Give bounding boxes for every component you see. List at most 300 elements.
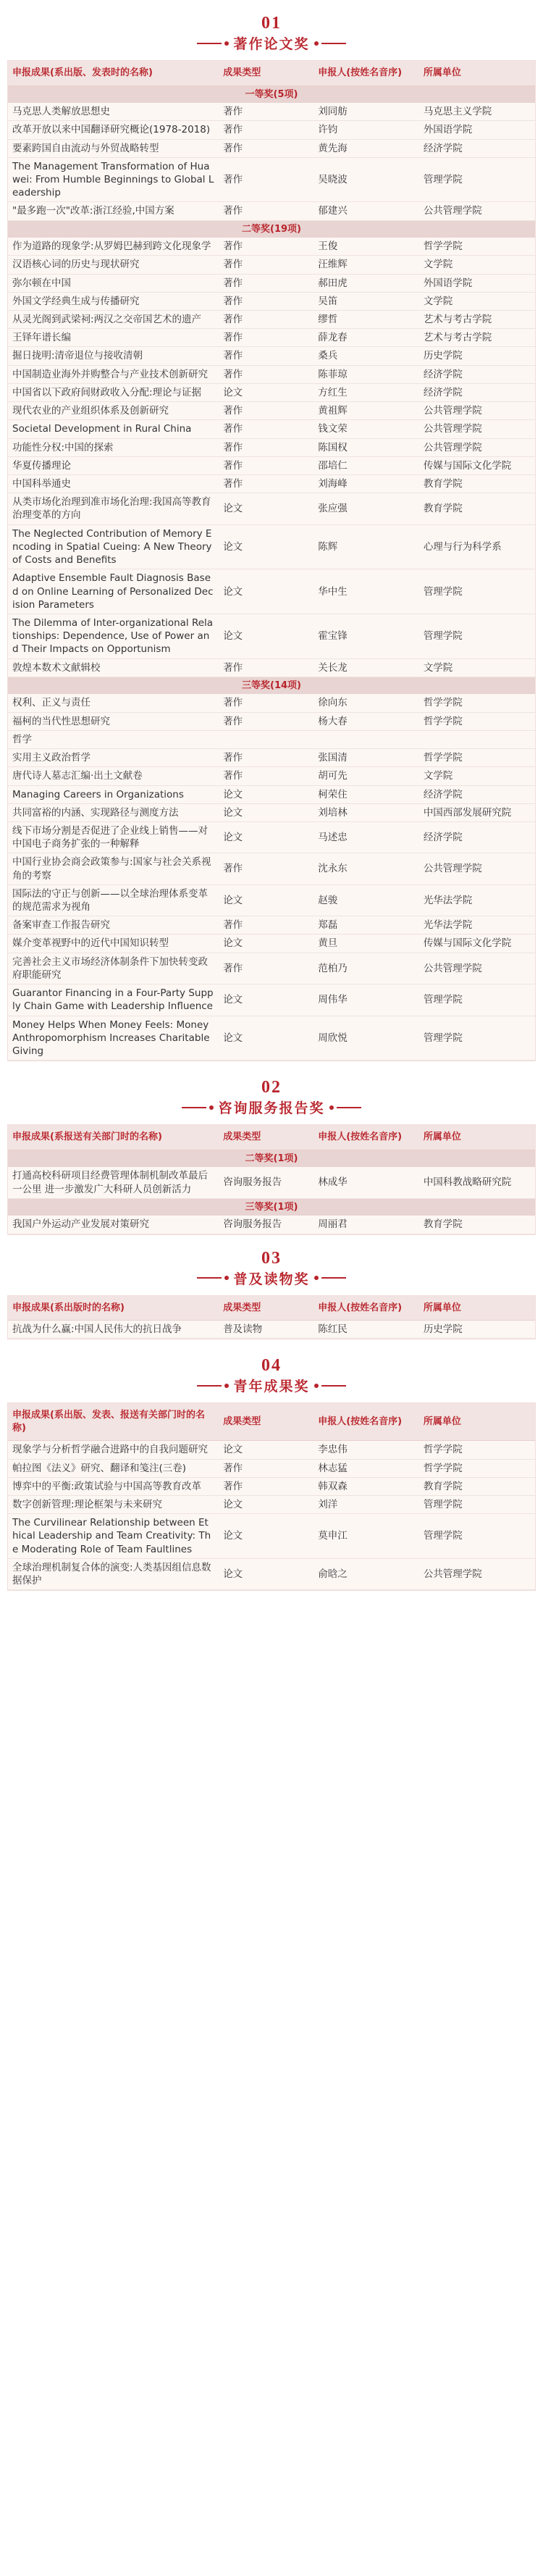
department-cell: 中国科教战略研究院 — [419, 1167, 535, 1198]
achievement-type-cell: 著作 — [219, 694, 313, 712]
achievement-name-cell: 完善社会主义市场经济体制条件下加快转变政府职能研究 — [8, 953, 219, 984]
prize-tier-row — [8, 1198, 535, 1216]
achievement-name-cell: 从灵光阁到武梁祠:两汉之交帝国艺术的遗产 — [8, 311, 219, 329]
table-row — [8, 953, 535, 984]
achievement-name-cell: 华夏传播理论 — [8, 456, 219, 474]
table-row — [8, 103, 535, 121]
award-table — [8, 1125, 535, 1234]
table-row — [8, 157, 535, 202]
table-row — [8, 202, 535, 220]
table-row — [8, 614, 535, 658]
col-header-type: 成果类型 — [219, 1125, 313, 1150]
award-table-panel — [7, 1402, 536, 1591]
department-cell: 哲学学院 — [419, 694, 535, 712]
department-cell: 经济学院 — [419, 821, 535, 853]
applicant-cell: 邵培仁 — [313, 456, 419, 474]
table-row — [8, 524, 535, 569]
department-cell: 经济学院 — [419, 383, 535, 401]
department-cell: 公共管理学院 — [419, 853, 535, 885]
department-cell: 哲学学院 — [419, 1441, 535, 1459]
right-ornament-icon — [314, 1384, 346, 1388]
achievement-name-cell: 弥尔顿在中国 — [8, 274, 219, 292]
achievement-type-cell: 著作 — [219, 274, 313, 292]
table-row — [8, 934, 535, 953]
applicant-cell: 林成华 — [313, 1167, 419, 1198]
applicant-cell: 李忠伟 — [313, 1441, 419, 1459]
applicant-cell: 赵骏 — [313, 885, 419, 916]
applicant-cell: 张国清 — [313, 749, 419, 767]
achievement-type-cell: 著作 — [219, 157, 313, 202]
applicant-cell: 王俊 — [313, 238, 419, 256]
left-ornament-icon — [197, 1276, 229, 1280]
department-cell: 哲学学院 — [419, 712, 535, 730]
achievement-name-cell: The Management Transformation of Huawei: From Humble Beginnings to Global Leadership — [8, 157, 219, 202]
department-cell: 教育学院 — [419, 493, 535, 524]
applicant-cell: 黄先海 — [313, 139, 419, 157]
table-row — [8, 274, 535, 292]
achievement-name-cell: Money Helps When Money Feels: Money Anthropomorphism Increases Charitable Giving — [8, 1016, 219, 1061]
applicant-cell: 林志猛 — [313, 1459, 419, 1477]
applicant-cell: 许钧 — [313, 121, 419, 139]
department-cell: 经济学院 — [419, 139, 535, 157]
department-cell: 艺术与考古学院 — [419, 311, 535, 329]
achievement-type-cell: 著作 — [219, 365, 313, 383]
department-cell: 马克思主义学院 — [419, 103, 535, 121]
achievement-name-cell: 中国科举通史 — [8, 475, 219, 493]
award-table — [8, 61, 535, 1061]
achievement-type-cell: 著作 — [219, 256, 313, 274]
achievement-name-cell: 中国行业协会商会政策参与:国家与社会关系视角的考察 — [8, 853, 219, 885]
section-number: 01 — [261, 14, 282, 33]
applicant-cell: 吴晓波 — [313, 157, 419, 202]
table-row — [8, 1167, 535, 1198]
applicant-cell: 黄旦 — [313, 934, 419, 953]
section-title: 咨询服务报告奖 — [218, 1100, 325, 1117]
department-cell: 光华法学院 — [419, 885, 535, 916]
department-cell: 公共管理学院 — [419, 202, 535, 220]
achievement-name-cell: 改革开放以来中国翻译研究概论(1978-2018) — [8, 121, 219, 139]
applicant-cell — [313, 730, 419, 748]
table-row — [8, 1441, 535, 1459]
achievement-name-cell: 权利、正义与责任 — [8, 694, 219, 712]
applicant-cell: 韩双森 — [313, 1477, 419, 1495]
applicant-cell: 张应强 — [313, 493, 419, 524]
table-row — [8, 803, 535, 821]
department-cell: 公共管理学院 — [419, 420, 535, 438]
col-header-applicant: 申报人(按姓名音序) — [313, 1125, 419, 1150]
achievement-name-cell: 全球治理机制复合体的演变:人类基因组信息数据保护 — [8, 1558, 219, 1589]
achievement-name-cell: Guarantor Financing in a Four-Party Supply Chain Game with Leadership Influence — [8, 984, 219, 1016]
header-row — [8, 1296, 535, 1321]
achievement-type-cell: 著作 — [219, 103, 313, 121]
applicant-cell: 柯荣住 — [313, 785, 419, 803]
achievement-type-cell: 论文 — [219, 1514, 313, 1559]
table-body — [8, 1441, 535, 1590]
achievement-type-cell: 咨询服务报告 — [219, 1167, 313, 1198]
applicant-cell: 徐向东 — [313, 694, 419, 712]
department-cell — [419, 730, 535, 748]
achievement-type-cell: 著作 — [219, 347, 313, 365]
table-row — [8, 730, 535, 748]
col-header-department: 所属单位 — [419, 1125, 535, 1150]
prize-tier-row — [8, 220, 535, 238]
table-header — [8, 1403, 535, 1441]
achievement-type-cell: 著作 — [219, 438, 313, 456]
achievement-type-cell: 著作 — [219, 202, 313, 220]
department-cell: 经济学院 — [419, 365, 535, 383]
applicant-cell: 周欣悦 — [313, 1016, 419, 1061]
section-title-row — [7, 1097, 536, 1117]
applicant-cell: 霍宝锋 — [313, 614, 419, 658]
applicant-cell: 刘洋 — [313, 1496, 419, 1514]
achievement-name-cell: 实用主义政治哲学 — [8, 749, 219, 767]
table-body — [8, 85, 535, 1061]
achievement-name-cell: "最多跑一次"改革:浙江经验,中国方案 — [8, 202, 219, 220]
achievement-type-cell: 论文 — [219, 614, 313, 658]
col-header-achievement: 申报成果(系出版、发表、报送有关部门时的名称) — [8, 1403, 219, 1441]
achievement-type-cell: 著作 — [219, 456, 313, 474]
col-header-department: 所属单位 — [419, 1403, 535, 1441]
achievement-name-cell: 博弈中的平衡:政策试验与中国高等教育改革 — [8, 1477, 219, 1495]
applicant-cell: 周丽君 — [313, 1216, 419, 1234]
applicant-cell: 刘培林 — [313, 803, 419, 821]
achievement-name-cell: 我国户外运动产业发展对策研究 — [8, 1216, 219, 1234]
achievement-name-cell: 国际法的守正与创新——以全球治理体系变革的规范需求为视角 — [8, 885, 219, 916]
achievement-type-cell: 著作 — [219, 329, 313, 347]
achievement-type-cell: 著作 — [219, 658, 313, 677]
applicant-cell: 马述忠 — [313, 821, 419, 853]
section-number: 04 — [261, 1356, 282, 1376]
department-cell: 教育学院 — [419, 1216, 535, 1234]
col-header-achievement: 申报成果(系出版、发表时的名称) — [8, 61, 219, 85]
applicant-cell: 周伟华 — [313, 984, 419, 1016]
achievement-name-cell: 哲学 — [8, 730, 219, 748]
award-table — [8, 1296, 535, 1339]
department-cell: 管理学院 — [419, 1496, 535, 1514]
achievement-type-cell — [219, 730, 313, 748]
achievement-name-cell: 现代农业的产业组织体系及创新研究 — [8, 402, 219, 420]
col-header-department: 所属单位 — [419, 1296, 535, 1321]
department-cell: 历史学院 — [419, 347, 535, 365]
award-table — [8, 1403, 535, 1590]
section-number: 02 — [261, 1078, 282, 1097]
department-cell: 艺术与考古学院 — [419, 329, 535, 347]
table-row — [8, 311, 535, 329]
achievement-name-cell: 从类市场化治理到准市场化治理:我国高等教育治理变革的方向 — [8, 493, 219, 524]
achievement-type-cell: 著作 — [219, 238, 313, 256]
prize-tier-label: 二等奖(19项) — [8, 220, 535, 238]
prize-tier-label: 一等奖(5项) — [8, 85, 535, 103]
table-row — [8, 383, 535, 401]
col-header-type: 成果类型 — [219, 61, 313, 85]
table-row — [8, 475, 535, 493]
department-cell: 哲学学院 — [419, 1459, 535, 1477]
achievement-type-cell: 著作 — [219, 420, 313, 438]
right-ornament-icon — [329, 1105, 361, 1110]
prize-tier-label: 三等奖(14项) — [8, 677, 535, 694]
col-header-applicant: 申报人(按姓名音序) — [313, 1296, 419, 1321]
table-row — [8, 785, 535, 803]
col-header-achievement: 申报成果(系报送有关部门时的名称) — [8, 1125, 219, 1150]
achievement-type-cell: 著作 — [219, 475, 313, 493]
section-title-row — [7, 1268, 536, 1288]
department-cell: 管理学院 — [419, 569, 535, 614]
achievement-name-cell: Managing Careers in Organizations — [8, 785, 219, 803]
achievement-name-cell: 作为道路的现象学:从罗姆巴赫到跨文化现象学 — [8, 238, 219, 256]
achievement-name-cell: 功能性分权:中国的探索 — [8, 438, 219, 456]
department-cell: 心理与行为科学系 — [419, 524, 535, 569]
table-row — [8, 238, 535, 256]
achievement-name-cell: 备案审查工作报告研究 — [8, 916, 219, 934]
achievement-type-cell: 著作 — [219, 767, 313, 785]
table-row — [8, 1514, 535, 1559]
section-title: 青年成果奖 — [233, 1379, 310, 1395]
award-table-panel — [7, 1124, 536, 1234]
table-row — [8, 438, 535, 456]
achievement-type-cell: 著作 — [219, 1459, 313, 1477]
table-row — [8, 256, 535, 274]
achievement-type-cell: 咨询服务报告 — [219, 1216, 313, 1234]
achievement-name-cell: 唐代诗人墓志汇编·出土文献卷 — [8, 767, 219, 785]
department-cell: 文学院 — [419, 658, 535, 677]
table-row — [8, 853, 535, 885]
table-row — [8, 1459, 535, 1477]
table-row — [8, 1496, 535, 1514]
achievement-name-cell: 马克思人类解放思想史 — [8, 103, 219, 121]
department-cell: 光华法学院 — [419, 916, 535, 934]
col-header-achievement: 申报成果(系出版时的名称) — [8, 1296, 219, 1321]
col-header-type: 成果类型 — [219, 1296, 313, 1321]
applicant-cell: 关长龙 — [313, 658, 419, 677]
award-table-panel — [7, 1295, 536, 1340]
achievement-type-cell: 论文 — [219, 821, 313, 853]
table-row — [8, 1558, 535, 1589]
table-row — [8, 420, 535, 438]
applicant-cell: 陈辉 — [313, 524, 419, 569]
achievement-type-cell: 著作 — [219, 402, 313, 420]
achievement-type-cell: 论文 — [219, 934, 313, 953]
col-header-type: 成果类型 — [219, 1403, 313, 1441]
award-section-01 — [7, 0, 536, 1061]
achievement-name-cell: 王铎年谱长编 — [8, 329, 219, 347]
achievement-type-cell: 著作 — [219, 292, 313, 310]
applicant-cell: 郑磊 — [313, 916, 419, 934]
department-cell: 公共管理学院 — [419, 438, 535, 456]
achievement-type-cell: 著作 — [219, 1477, 313, 1495]
table-row — [8, 1477, 535, 1495]
table-row — [8, 1016, 535, 1061]
table-row — [8, 749, 535, 767]
achievement-type-cell: 著作 — [219, 916, 313, 934]
department-cell: 文学院 — [419, 256, 535, 274]
applicant-cell: 缪哲 — [313, 311, 419, 329]
applicant-cell: 汪维辉 — [313, 256, 419, 274]
achievement-type-cell: 论文 — [219, 803, 313, 821]
applicant-cell: 俞晗之 — [313, 1558, 419, 1589]
department-cell: 管理学院 — [419, 1016, 535, 1061]
section-number: 03 — [261, 1248, 282, 1268]
prize-tier-row — [8, 1150, 535, 1167]
achievement-name-cell: 抗战为什么赢:中国人民伟大的抗日战争 — [8, 1321, 219, 1339]
applicant-cell: 钱文荣 — [313, 420, 419, 438]
table-row — [8, 658, 535, 677]
achievement-type-cell: 论文 — [219, 1558, 313, 1589]
achievement-name-cell: 线下市场分割是否促进了企业线上销售——对中国电子商务扩张的一种解释 — [8, 821, 219, 853]
table-row — [8, 694, 535, 712]
applicant-cell: 范柏乃 — [313, 953, 419, 984]
table-row — [8, 292, 535, 310]
applicant-cell: 黄祖辉 — [313, 402, 419, 420]
achievement-name-cell: 共同富裕的内涵、实现路径与测度方法 — [8, 803, 219, 821]
achievement-name-cell: The Neglected Contribution of Memory Encoding in Spatial Cueing: A New Theory of Costs and Benefits — [8, 524, 219, 569]
applicant-cell: 华中生 — [313, 569, 419, 614]
table-row — [8, 984, 535, 1016]
achievement-type-cell: 论文 — [219, 493, 313, 524]
applicant-cell: 刘同舫 — [313, 103, 419, 121]
achievement-name-cell: The Dilemma of Inter-organizational Relationships: Dependence, Use of Power and Their Impacts on Opportunism — [8, 614, 219, 658]
prize-tier-row — [8, 677, 535, 694]
achievement-name-cell: 现象学与分析哲学融合进路中的自我问题研究 — [8, 1441, 219, 1459]
section-heading — [7, 1250, 536, 1288]
department-cell: 历史学院 — [419, 1321, 535, 1339]
section-heading — [7, 1079, 536, 1117]
applicant-cell: 吴笛 — [313, 292, 419, 310]
applicant-cell: 陈红民 — [313, 1321, 419, 1339]
achievement-type-cell: 普及读物 — [219, 1321, 313, 1339]
applicant-cell: 薛龙春 — [313, 329, 419, 347]
col-header-department: 所属单位 — [419, 61, 535, 85]
award-section-03 — [7, 1235, 536, 1340]
achievement-type-cell: 著作 — [219, 139, 313, 157]
achievement-name-cell: 中国省以下政府间财政收入分配:理论与证据 — [8, 383, 219, 401]
table-row — [8, 456, 535, 474]
applicant-cell: 杨大春 — [313, 712, 419, 730]
department-cell: 哲学学院 — [419, 238, 535, 256]
department-cell: 外国语学院 — [419, 274, 535, 292]
table-row — [8, 767, 535, 785]
achievement-name-cell: 中国制造业海外并购整合与产业技术创新研究 — [8, 365, 219, 383]
left-ornament-icon — [182, 1105, 214, 1110]
award-section-02 — [7, 1061, 536, 1234]
table-row — [8, 329, 535, 347]
table-header — [8, 61, 535, 85]
section-heading — [7, 1357, 536, 1395]
achievement-name-cell: 敦煌本数术文献辑校 — [8, 658, 219, 677]
achievement-type-cell: 著作 — [219, 311, 313, 329]
table-row — [8, 365, 535, 383]
section-title-row — [7, 1376, 536, 1395]
department-cell: 管理学院 — [419, 614, 535, 658]
achievement-name-cell: Adaptive Ensemble Fault Diagnosis Based on Online Learning of Personalized Decision Parameters — [8, 569, 219, 614]
table-row — [8, 1321, 535, 1339]
achievement-name-cell: 打通高校科研项目经费管理体制机制改革最后一公里 进一步激发广大科研人员创新活力 — [8, 1167, 219, 1198]
department-cell: 教育学院 — [419, 1477, 535, 1495]
table-row — [8, 121, 535, 139]
achievement-name-cell: 数字创新管理:理论框架与未来研究 — [8, 1496, 219, 1514]
department-cell: 管理学院 — [419, 157, 535, 202]
achievement-type-cell: 著作 — [219, 712, 313, 730]
prize-tier-label: 二等奖(1项) — [8, 1150, 535, 1167]
table-row — [8, 402, 535, 420]
achievement-type-cell: 论文 — [219, 524, 313, 569]
header-row — [8, 1125, 535, 1150]
department-cell: 管理学院 — [419, 984, 535, 1016]
col-header-applicant: 申报人(按姓名音序) — [313, 1403, 419, 1441]
table-row — [8, 569, 535, 614]
table-body — [8, 1321, 535, 1339]
table-row — [8, 347, 535, 365]
achievement-name-cell: 外国文学经典生成与传播研究 — [8, 292, 219, 310]
left-ornament-icon — [197, 1384, 229, 1388]
achievement-type-cell: 著作 — [219, 953, 313, 984]
table-header — [8, 1296, 535, 1321]
achievement-name-cell: 要素跨国自由流动与外贸战略转型 — [8, 139, 219, 157]
applicant-cell: 郁建兴 — [313, 202, 419, 220]
achievement-type-cell: 论文 — [219, 569, 313, 614]
section-title: 普及读物奖 — [233, 1271, 310, 1287]
table-row — [8, 712, 535, 730]
right-ornament-icon — [314, 1276, 346, 1280]
department-cell: 文学院 — [419, 292, 535, 310]
prize-tier-label: 三等奖(1项) — [8, 1198, 535, 1216]
achievement-name-cell: 汉语核心词的历史与现状研究 — [8, 256, 219, 274]
prize-tier-row — [8, 85, 535, 103]
department-cell: 传媒与国际文化学院 — [419, 456, 535, 474]
department-cell: 经济学院 — [419, 785, 535, 803]
achievement-name-cell: Societal Development in Rural China — [8, 420, 219, 438]
department-cell: 传媒与国际文化学院 — [419, 934, 535, 953]
applicant-cell: 桑兵 — [313, 347, 419, 365]
applicant-cell: 方红生 — [313, 383, 419, 401]
applicant-cell: 郝田虎 — [313, 274, 419, 292]
header-row — [8, 1403, 535, 1441]
table-row — [8, 139, 535, 157]
section-title: 著作论文奖 — [233, 36, 310, 52]
table-row — [8, 916, 535, 934]
achievement-type-cell: 论文 — [219, 1016, 313, 1061]
department-cell: 管理学院 — [419, 1514, 535, 1559]
awards-document — [7, 0, 536, 1591]
section-title-row — [7, 33, 536, 53]
achievement-type-cell: 著作 — [219, 121, 313, 139]
achievement-type-cell: 著作 — [219, 853, 313, 885]
applicant-cell: 陈国权 — [313, 438, 419, 456]
achievement-type-cell: 论文 — [219, 383, 313, 401]
applicant-cell: 陈菲琼 — [313, 365, 419, 383]
applicant-cell: 沈永东 — [313, 853, 419, 885]
col-header-applicant: 申报人(按姓名音序) — [313, 61, 419, 85]
applicant-cell: 莫申江 — [313, 1514, 419, 1559]
table-header — [8, 1125, 535, 1150]
department-cell: 公共管理学院 — [419, 402, 535, 420]
achievement-type-cell: 论文 — [219, 885, 313, 916]
achievement-type-cell: 论文 — [219, 1496, 313, 1514]
achievement-type-cell: 论文 — [219, 984, 313, 1016]
achievement-type-cell: 著作 — [219, 749, 313, 767]
table-row — [8, 1216, 535, 1234]
department-cell: 外国语学院 — [419, 121, 535, 139]
table-row — [8, 493, 535, 524]
department-cell: 中国西部发展研究院 — [419, 803, 535, 821]
applicant-cell: 胡可先 — [313, 767, 419, 785]
department-cell: 文学院 — [419, 767, 535, 785]
achievement-name-cell: 媒介变革视野中的近代中国知识转型 — [8, 934, 219, 953]
achievement-name-cell: The Curvilinear Relationship between Ethical Leadership and Team Creativity: The Moderating Role of Team Faultlines — [8, 1514, 219, 1559]
achievement-name-cell: 帕拉图《法义》研究、翻译和笺注(三卷) — [8, 1459, 219, 1477]
right-ornament-icon — [314, 41, 346, 46]
award-table-panel — [7, 60, 536, 1061]
table-row — [8, 821, 535, 853]
